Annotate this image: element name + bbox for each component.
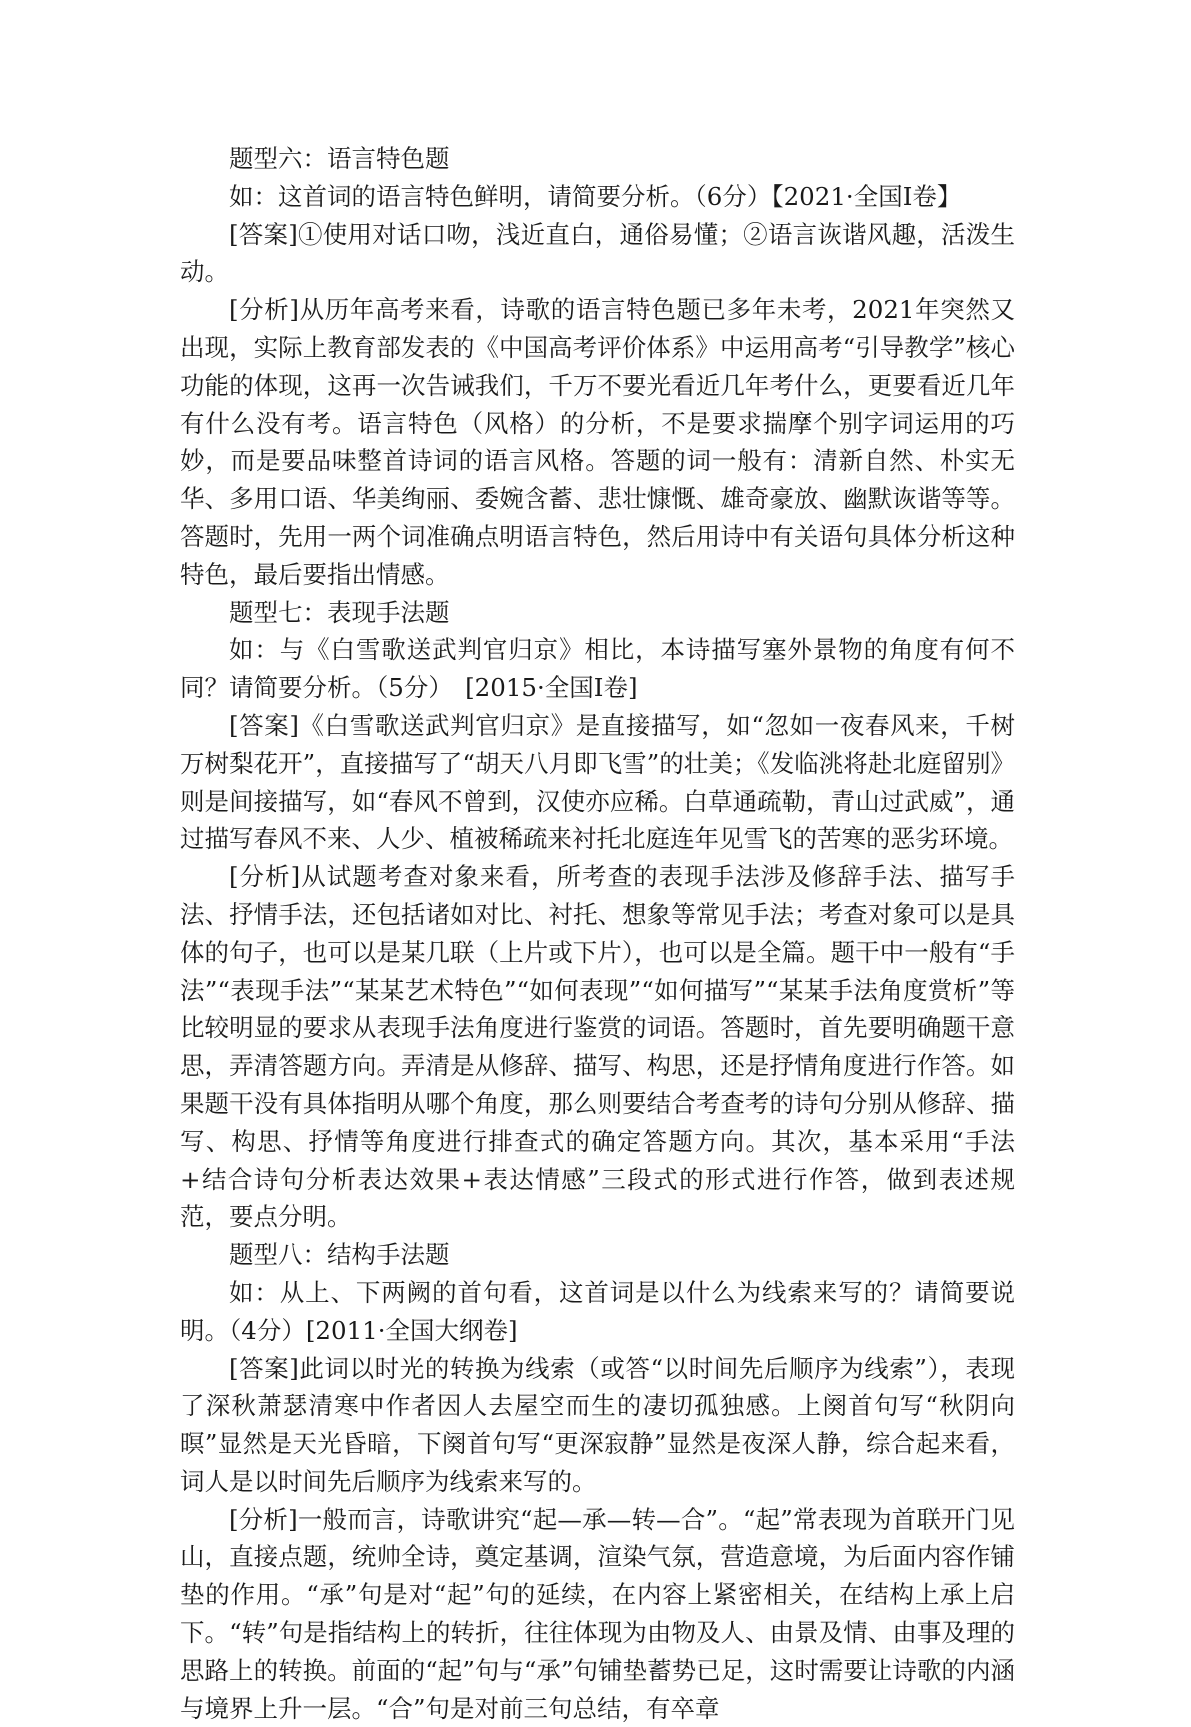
document-page bbox=[180, 140, 1015, 1727]
section-8-analysis: [分析]一般而言，诗歌讲究“起—承—转—合”。“起”常表现为首联开门见山，直接点题，统帅全诗，奠定基调，渲染气氛，营造意境，为后面内容作铺垫的作用。“承”句是对“起”句的延续，在内容上紧密相关，在结构上承上启下。“转”句是指结构上的转折，往往体现为由物及人、由景及情、由事及理的思路上的转换。前面的“起”句与“承”句铺垫蓄势已足，这时需要让诗歌的内涵与境界上升一层。“合”句是对前三句总结，有卒章 bbox=[180, 1504, 1015, 1723]
section-7-analysis: [分析]从试题考查对象来看，所考查的表现手法涉及修辞手法、描写手法、抒情手法，还包括诸如对比、衬托、想象等常见手法；考查对象可以是具体的句子，也可以是某几联（上片或下片），也可以是全篇。题干中一般有“手法”“表现手法”“某某艺术特色”“如何表现”“如何描写”“某某手法角度赏析”等比较明显的要求从表现手法角度进行鉴赏的词语。答题时，首先要明确题干意思，弄清答题方向。弄清是从修辞、描写、构思，还是抒情角度进行作答。如果题干没有具体指明从哪个角度，那么则要结合考查考的诗句分别从修辞、描写、构思、抒情等角度进行排查式的确定答题方向。其次，基本采用“手法+结合诗句分析表达效果+表达情感”三段式的形式进行作答，做到表述规范，要点分明。 bbox=[180, 862, 1015, 1232]
section-7-question: 如：与《白雪歌送武判官归京》相比，本诗描写塞外景物的角度有何不同？请简要分析。（5分） [2015·全国Ⅰ卷] bbox=[180, 635, 1015, 703]
section-8-heading: 题型八：结构手法题 bbox=[229, 1240, 450, 1270]
section-7-answer: [答案]《白雪歌送武判官归京》是直接描写，如“忽如一夜春风来，千树万树梨花开”，直接描写了“胡天八月即飞雪”的壮美；《发临洮将赴北庭留别》则是间接描写，如“春风不曾到，汉使亦应稀。白草通疏勒，青山过武威”，通过描写春风不来、人少、植被稀疏来衬托北庭连年见雪飞的苦寒的恶劣环境。 bbox=[180, 710, 1015, 854]
section-6-heading: 题型六：语言特色题 bbox=[229, 144, 450, 173]
section-7-heading: 题型七：表现手法题 bbox=[229, 597, 450, 627]
section-6-answer: [答案]①使用对话口吻，浅近直白，通俗易懂；②语言诙谐风趣，活泼生动。 bbox=[180, 219, 1015, 287]
section-8-question: 如：从上、下两阙的首句看，这首词是以什么为线索来写的？请简要说明。（4分）[2011·全国大纲卷] bbox=[180, 1277, 1015, 1345]
section-6-question: 如：这首词的语言特色鲜明，请简要分析。（6分）【2021·全国Ⅰ卷】 bbox=[229, 181, 962, 211]
section-6-analysis: [分析]从历年高考来看，诗歌的语言特色题已多年未考，2021年突然又出现，实际上教育部发表的《中国高考评价体系》中运用高考“引导教学”核心功能的体现，这再一次告诫我们，千万不要光看近几年考什么，更要看近几年有什么没有考。语言特色（风格）的分析，不是要求揣摩个别字词运用的巧妙，而是要品味整首诗词的语言风格。答题的词一般有：清新自然、朴实无华、多用口语、华美绚丽、委婉含蓄、悲壮慷慨、雄奇豪放、幽默诙谐等等。答题时，先用一两个词准确点明语言特色，然后用诗中有关语句具体分析这种特色，最后要指出情感。 bbox=[180, 295, 1015, 589]
section-8-answer: [答案]此词以时光的转换为线索（或答“以时间先后顺序为线索”），表现了深秋萧瑟清寒中作者因人去屋空而生的凄切孤独感。上阕首句写“秋阴向暝”显然是天光昏暗，下阕首句写“更深寂静”显然是夜深人静，综合起来看，词人是以时间先后顺序为线索来写的。 bbox=[180, 1353, 1015, 1496]
